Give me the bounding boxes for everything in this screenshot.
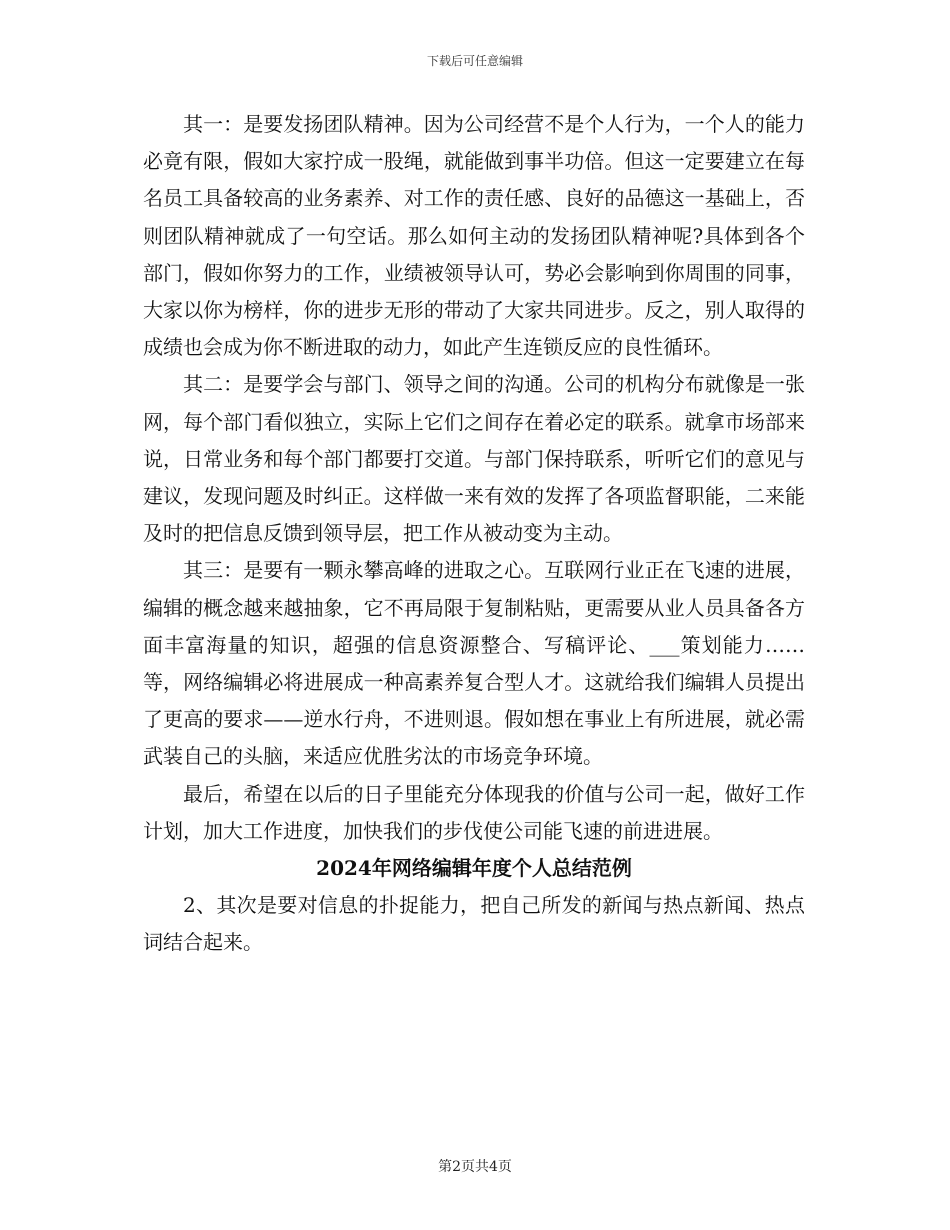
section-title: 2024年网络编辑年度个人总结范例: [316, 856, 632, 881]
page-number: 第2页共4页: [438, 1159, 512, 1175]
paragraph-information-capture: 2、其次是要对信息的扑捉能力，把自己所发的新闻与热点新闻、热点词结合起来。: [143, 893, 805, 955]
page-header: 下载后可任意编辑: [426, 54, 523, 68]
paragraph-teamwork: 其一：是要发扬团队精神。因为公司经营不是个人行为，一个人的能力必竟有限，假如大家拧成一股绳，就能做到事半功倍。但这一定要建立在每名员工具备较高的业务素养、对工作的责任感、良好的品德这一基础上，否则团队精神就成了一句空话。那么如何主动的发扬团队精神呢?具体到各个部门，假如你努力的工作，业绩被领导认可，势必会影响到你周围的同事，大家以你为榜样，你的进步无形的带动了大家共同进步。反之，别人取得的成绩也会成为你不断进取的动力，如此产生连锁反应的良性循环。: [143, 112, 805, 360]
paragraph-ambition: 其三：是要有一颗永攀高峰的进取之心。互联网行业正在飞速的进展，编辑的概念越来越抽象，它不再局限于复制粘贴，更需要从业人员具备各方面丰富海量的知识，超强的信息资源整合、写稿评论、___策划能力……等，网络编辑必将进展成一种高素养复合型人才。这就给我们编辑人员提出了更高的要求——逆水行舟，不进则退。假如想在事业上有所进展，就必需武装自己的头脑，来适应优胜劣汰的市场竞争环境。: [143, 558, 805, 769]
document-body: [143, 106, 805, 962]
paragraph-communication: 其二：是要学会与部门、领导之间的沟通。公司的机构分布就像是一张网，每个部门看似独立，实际上它们之间存在着必定的联系。就拿市场部来说，日常业务和每个部门都要打交道。与部门保持联系，听听它们的意见与建议，发现问题及时纠正。这样做一来有效的发挥了各项监督职能，二来能及时的把信息反馈到领导层，把工作从被动变为主动。: [143, 372, 805, 546]
paragraph-conclusion: 最后，希望在以后的日子里能充分体现我的价值与公司一起，做好工作计划，加大工作进度，加快我们的步伐使公司能飞速的前进进展。: [143, 781, 805, 843]
